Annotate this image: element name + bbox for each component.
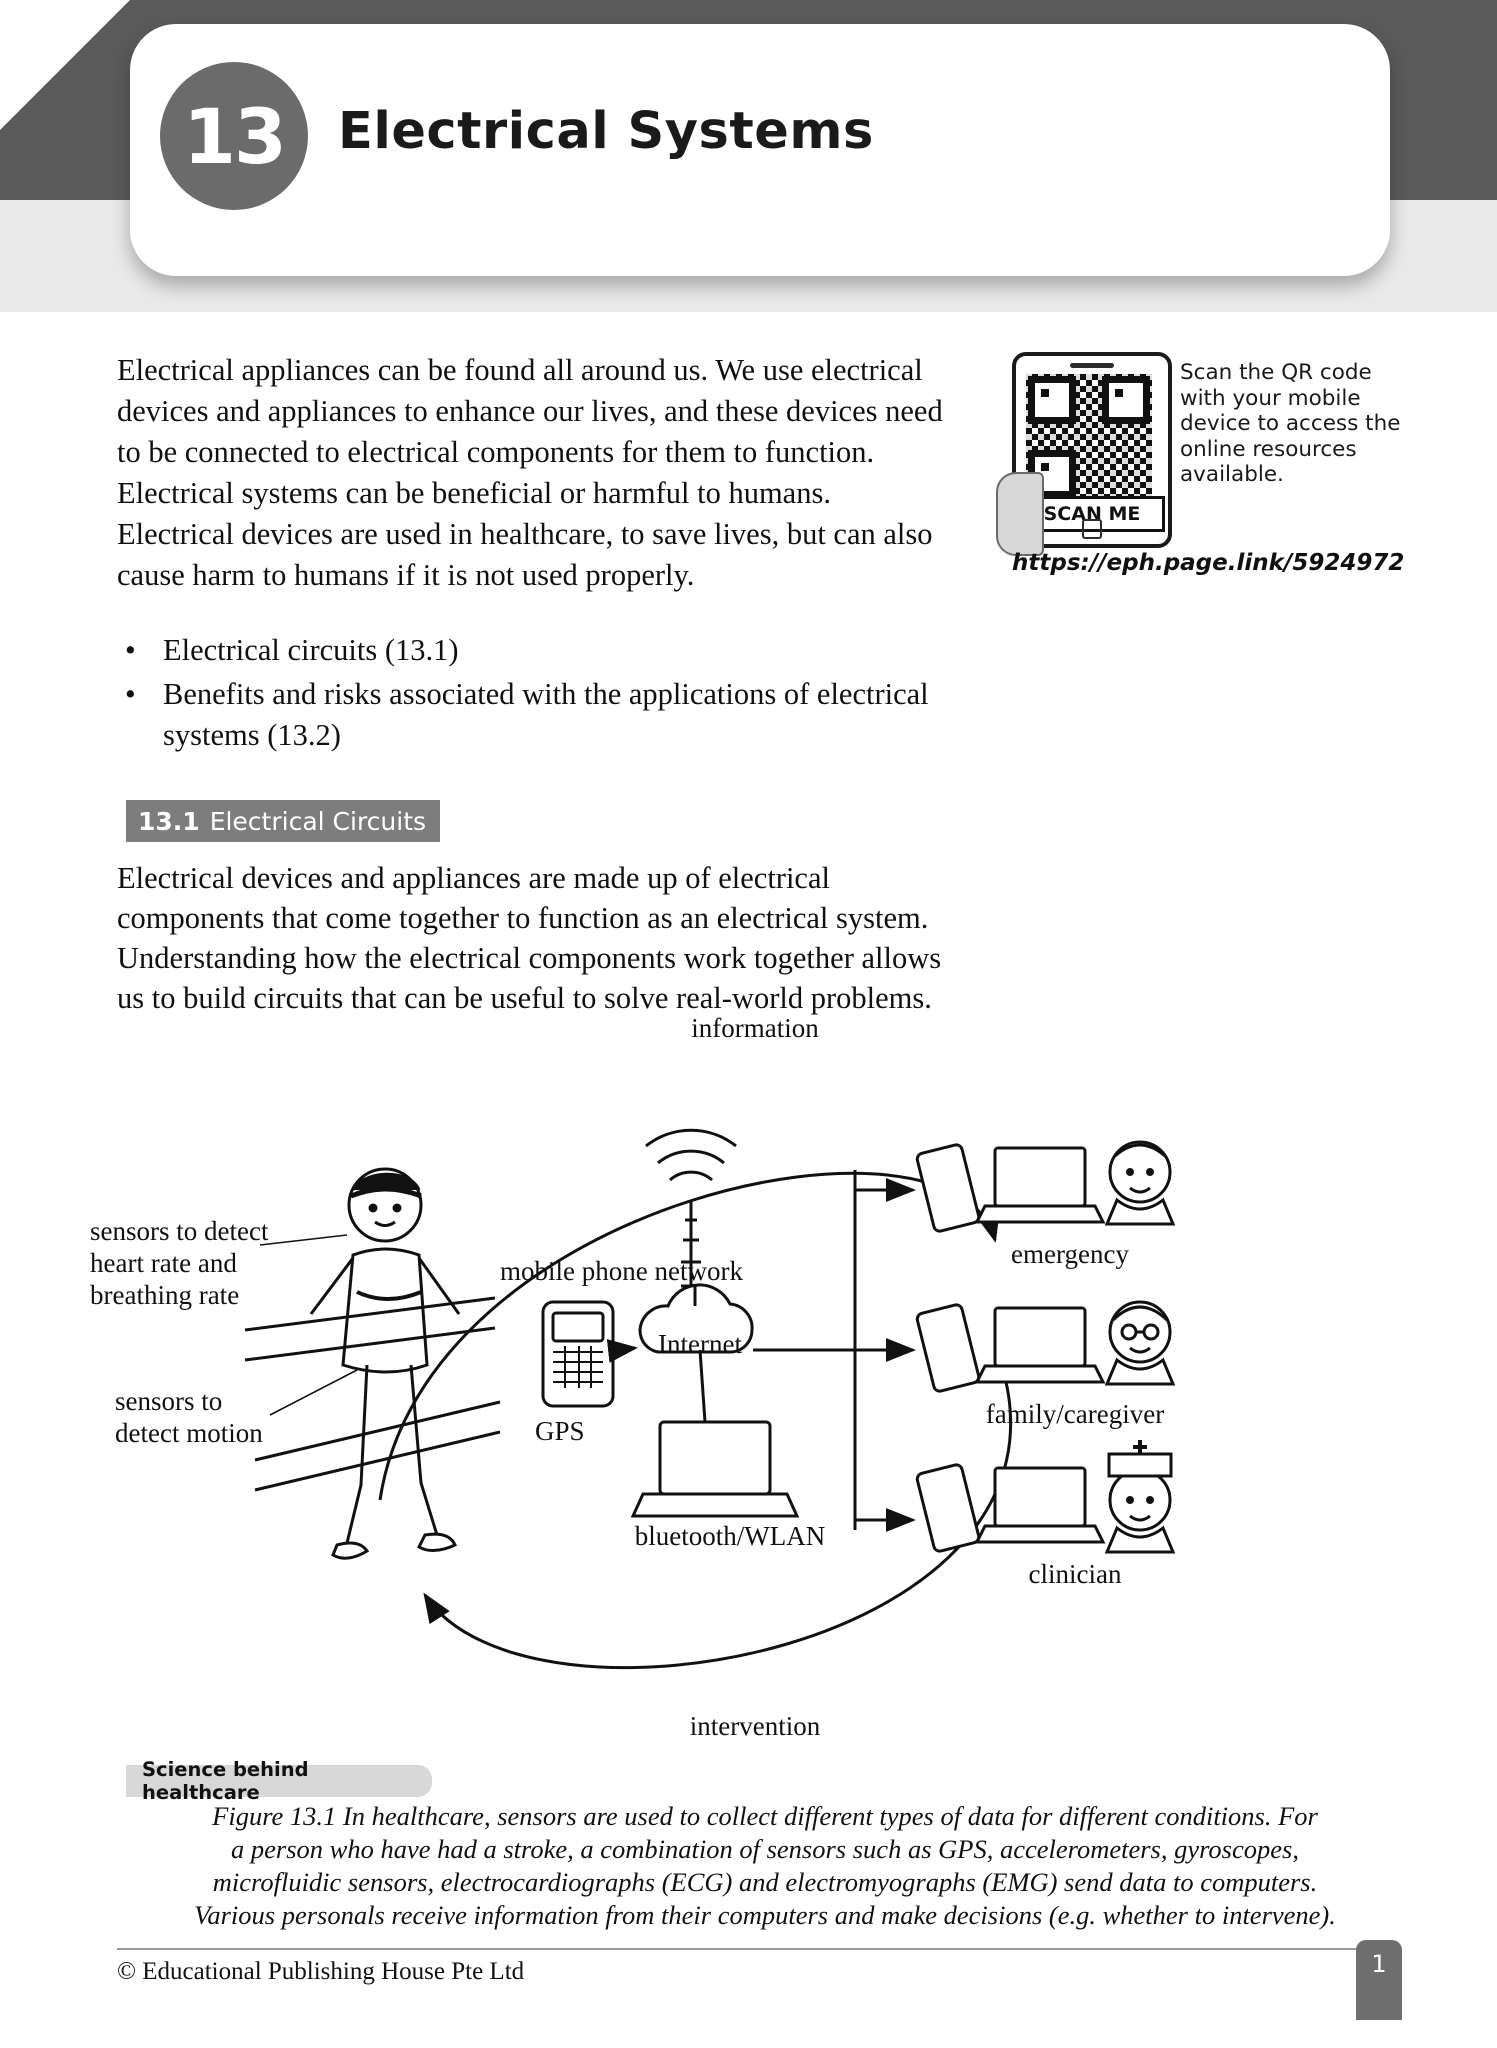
list-item: • Electrical circuits (13.1)	[117, 630, 967, 671]
footer-copyright: © Educational Publishing House Pte Ltd	[117, 1958, 525, 1985]
figure-label-internet: Internet	[658, 1329, 742, 1359]
figure-label-bluetooth-wlan: bluetooth/WLAN	[634, 1521, 826, 1551]
qr-link-text[interactable]: https://eph.page.link/5924972	[1012, 550, 1405, 576]
qr-eye-icon	[1102, 376, 1150, 424]
caption-line: Figure 13.1 In healthcare, sensors are used to collect different types of data for different conditions. For	[212, 1801, 1318, 1831]
figure-label-intervention: intervention	[689, 1711, 821, 1741]
figure-label-clinician: clinician	[1028, 1559, 1122, 1589]
caption-line: microfluidic sensors, electrocardiographs (ECG) and electromyographs (EMG) send data to computers.	[212, 1867, 1318, 1897]
figure-label-mobile-network: mobile phone network	[500, 1256, 743, 1286]
qr-eye-icon	[1028, 376, 1076, 424]
figure-label-gps: GPS	[535, 1416, 585, 1446]
scan-me-label: SCAN ME	[1019, 496, 1165, 532]
section-name: Electrical Circuits	[209, 806, 427, 836]
corner-fold-decoration	[0, 0, 130, 130]
footer-divider	[117, 1948, 1397, 1950]
phone-speaker-icon	[1070, 363, 1114, 368]
qr-code-icon[interactable]	[1026, 374, 1152, 500]
science-behind-healthcare-tag: Science behind healthcare	[126, 1765, 432, 1797]
figure-label-information: information	[691, 1013, 819, 1043]
figure-13-1	[90, 1013, 1405, 1790]
section-paragraph: Electrical devices and appliances are made up of electrical components that come together to function as an electrical system. Understanding how the electrical components work together allows us to build circuits that can be useful to solve real-world problems.	[117, 861, 942, 1015]
caption-line: Various personals receive information from their computers and make decisions (e.g. whether to intervene).	[194, 1900, 1336, 1930]
page-title: Electrical Systems	[338, 102, 874, 161]
qr-instruction-text: Scan the QR code with your mobile device to access the online resources available.	[1180, 360, 1401, 487]
qr-code-block	[1012, 352, 1422, 592]
figure-caption	[130, 1800, 1400, 1932]
chapter-header-card	[130, 24, 1390, 276]
intro-paragraph: Electrical appliances can be found all around us. We use electrical devices and appliances to enhance our lives, and these devices need to be connected to electrical components for them to function. Electrical systems can be beneficial or harmful to humans. Electrical devices are used in healthcare, to save lives, but can also cause harm to humans if it is not used properly.	[117, 353, 943, 592]
section-heading	[126, 800, 440, 842]
phone-home-button-icon	[1082, 519, 1102, 539]
figure-label-sensors-heart-rate: sensors to detect heart rate and breathing rate	[90, 1216, 269, 1310]
figure-label-sensors-motion: sensors to detect motion	[115, 1386, 263, 1448]
intro-bullet-list	[117, 630, 967, 759]
figure-label-emergency: emergency	[1011, 1239, 1129, 1269]
page-number: 1	[1356, 1940, 1402, 2020]
section-number: 13.1	[138, 806, 200, 836]
figure-label-family-caregiver: family/caregiver	[985, 1399, 1165, 1429]
hand-icon	[996, 472, 1044, 556]
caption-line: a person who have had a stroke, a combination of sensors such as GPS, accelerometers, gyroscopes,	[231, 1834, 1299, 1864]
list-item: • Benefits and risks associated with the applications of electrical systems (13.2)	[117, 674, 967, 756]
chapter-number-badge: 13	[160, 62, 308, 210]
